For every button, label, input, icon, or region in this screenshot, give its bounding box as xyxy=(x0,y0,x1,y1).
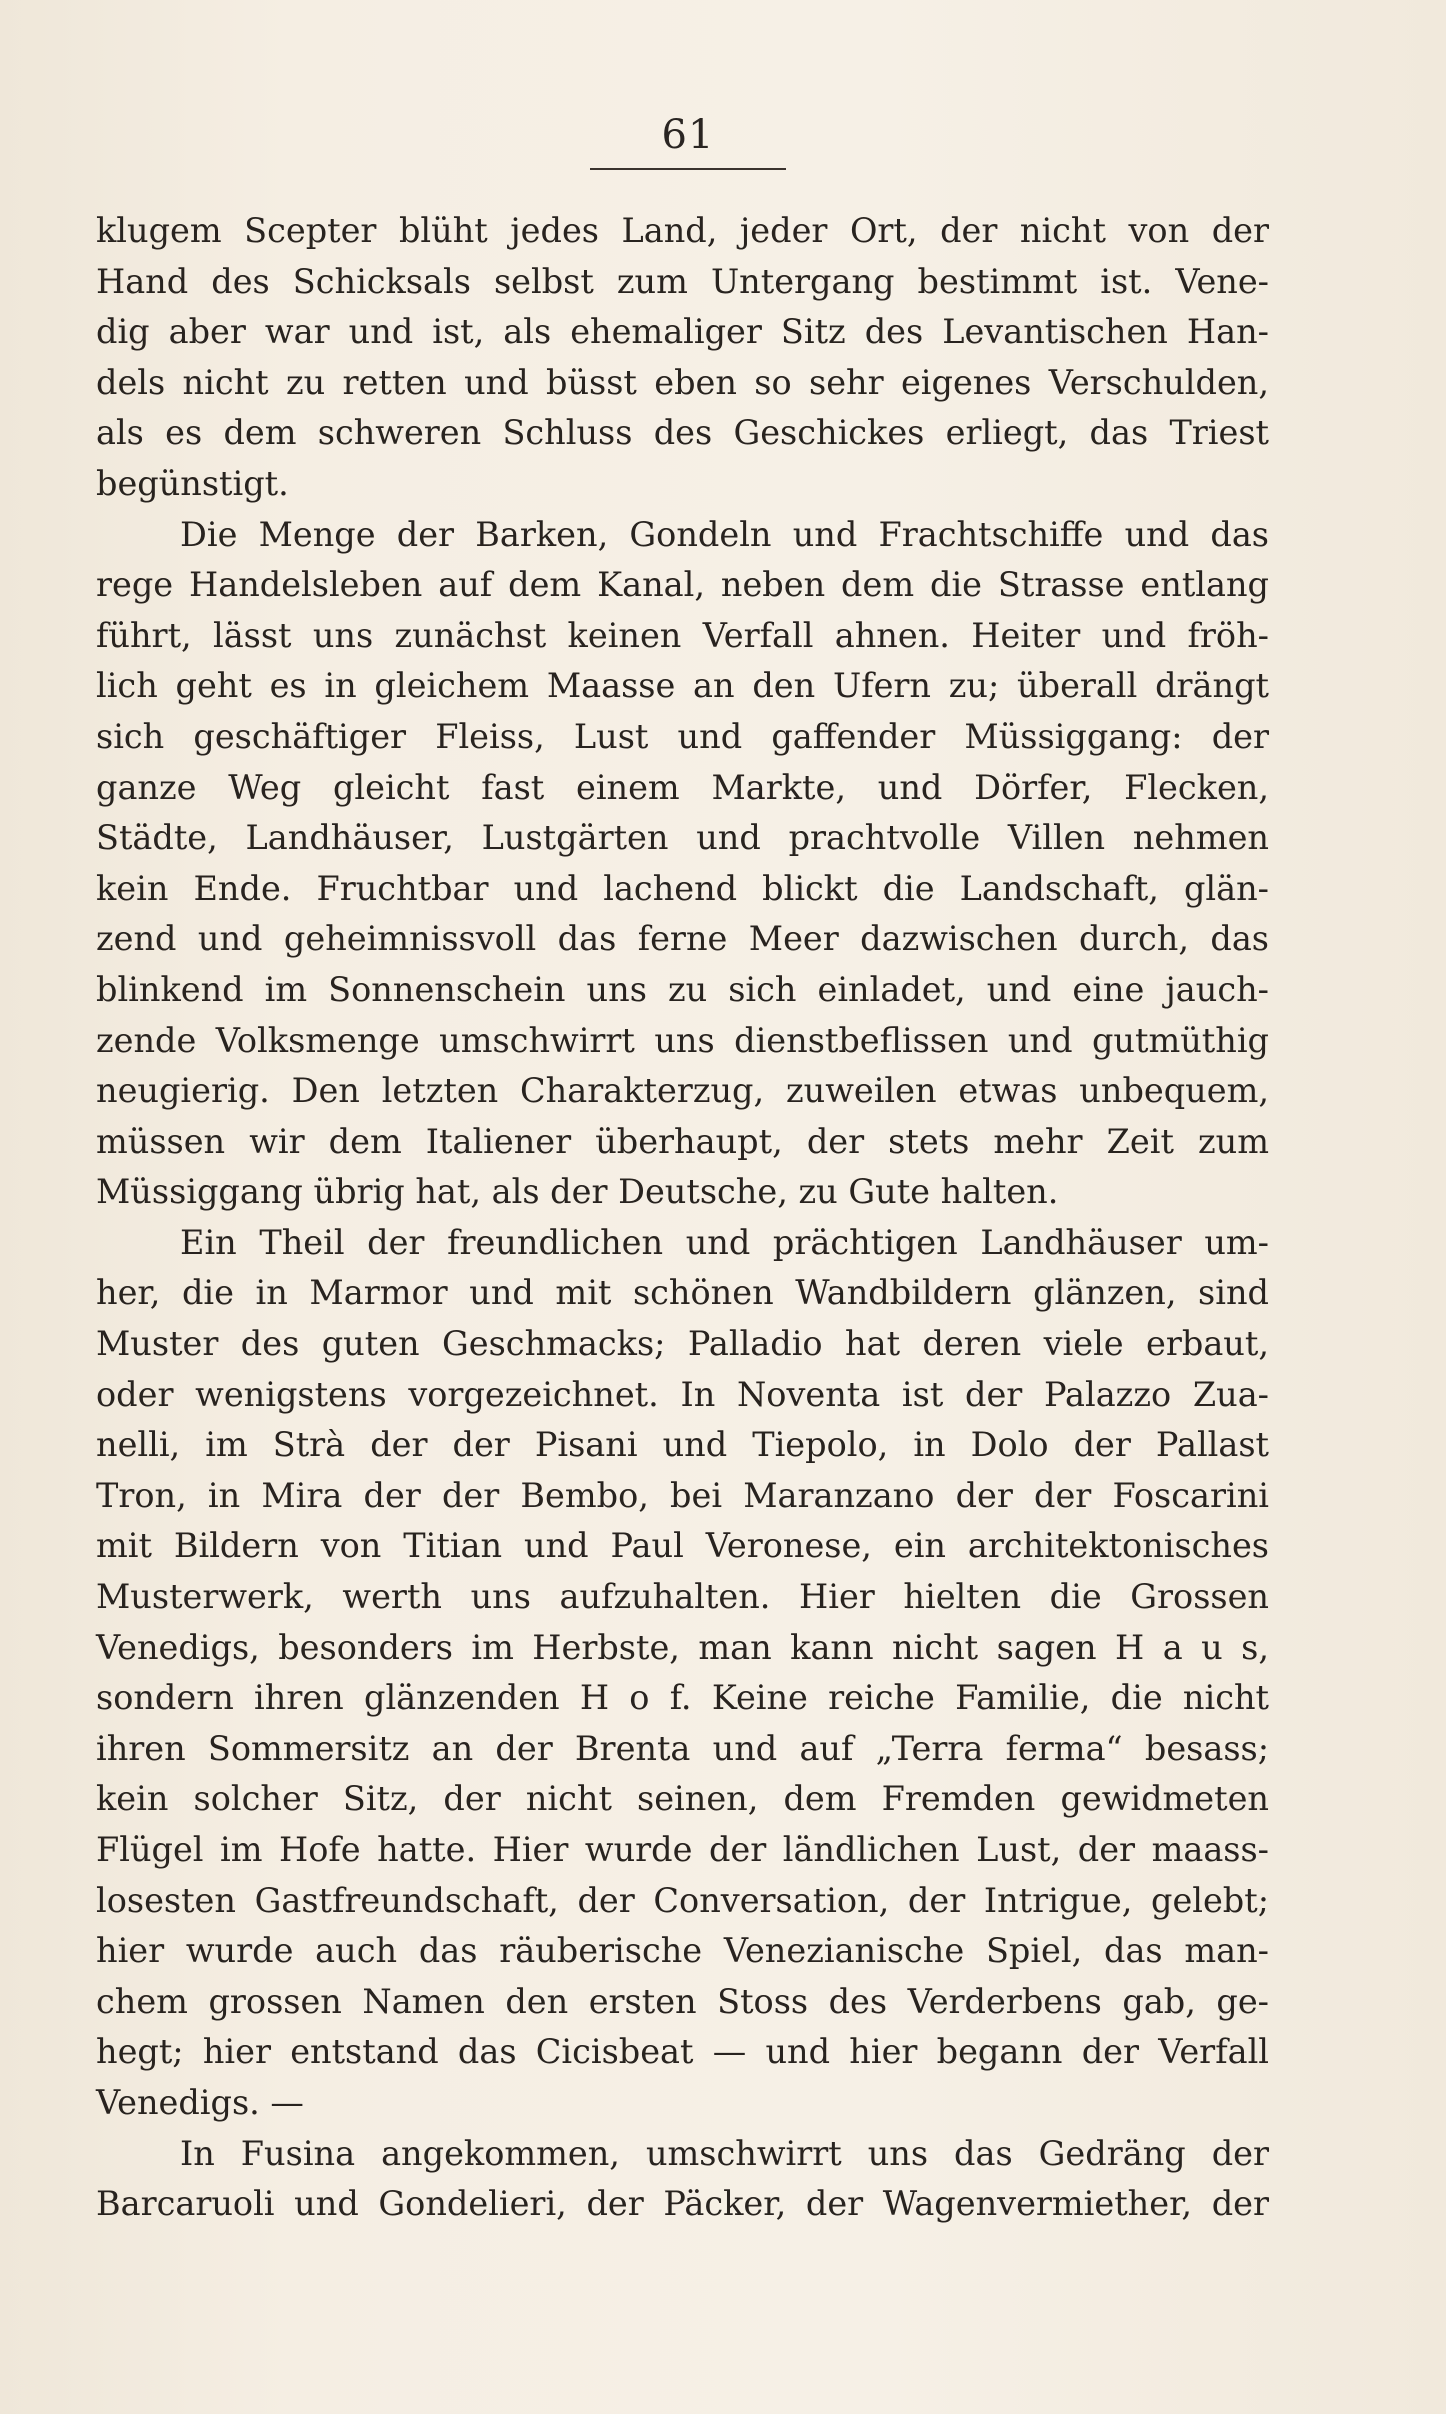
text-line: Ein Theil der freundlichen und prächtigen Landhäuser um- xyxy=(180,1222,1269,1262)
text-line: Musterwerk, werth uns aufzuhalten. Hier hielten die Grossen xyxy=(96,1577,1269,1617)
text-line: blinkend im Sonnenschein uns zu sich einladet, und eine jauch- xyxy=(96,969,1269,1009)
text-line: Die Menge der Barken, Gondeln und Frachtschiffe und das xyxy=(180,514,1269,554)
text-line: hegt; hier entstand das Cicisbeat — und hier begann der Verfall xyxy=(96,2032,1269,2072)
text-line: Venedigs. — xyxy=(96,2082,304,2122)
text-line: dig aber war und ist, als ehemaliger Sitz des Levantischen Han- xyxy=(96,312,1269,352)
text-line: dels nicht zu retten und büsst eben so sehr eigenes Verschulden, xyxy=(96,362,1269,402)
text-line: führt, lässt uns zunächst keinen Verfall ahnen. Heiter und fröh- xyxy=(96,615,1269,655)
text-line: Tron, in Mira der der Bembo, bei Maranzano der der Foscarini xyxy=(96,1475,1269,1515)
text-line: Müssiggang übrig hat, als der Deutsche, zu Gute halten. xyxy=(96,1172,1059,1212)
text-line: als es dem schweren Schluss des Geschickes erliegt, das Triest xyxy=(96,413,1269,453)
text-line: begünstigt. xyxy=(96,463,289,503)
text-line: Venedigs, besonders im Herbste, man kann nicht sagen H a u s, xyxy=(96,1627,1269,1667)
header-rule xyxy=(590,168,786,170)
text-line: nelli, im Strà der der Pisani und Tiepolo, in Dolo der Pallast xyxy=(96,1425,1269,1465)
text-line: Flügel im Hofe hatte. Hier wurde der ländlichen Lust, der maass- xyxy=(96,1830,1269,1869)
text-line: In Fusina angekommen, umschwirrt uns das Gedräng der xyxy=(180,2133,1269,2173)
text-line: chem grossen Namen den ersten Stoss des Verderbens gab, ge- xyxy=(96,1981,1269,2021)
text-line: ganze Weg gleicht fast einem Markte, und Dörfer, Flecken, xyxy=(96,767,1269,807)
text-line: kein solcher Sitz, der nicht seinen, dem Fremden gewidmeten xyxy=(96,1779,1269,1819)
page-number: 61 xyxy=(661,112,715,158)
text-line: Muster des guten Geschmacks; Palladio hat deren viele erbaut, xyxy=(96,1324,1269,1364)
text-line: ihren Sommersitz an der Brenta und auf „Terra ferma“ besass; xyxy=(96,1728,1269,1768)
text-line: klugem Scepter blüht jedes Land, jeder Ort, der nicht von der xyxy=(96,211,1269,250)
text-line: her, die in Marmor und mit schönen Wandbildern glänzen, sind xyxy=(96,1273,1269,1313)
text-line: sich geschäftiger Fleiss, Lust und gaffender Müssiggang: der xyxy=(96,716,1269,756)
text-line: mit Bildern von Titian und Paul Veronese, ein architektonisches xyxy=(96,1526,1269,1566)
body-text xyxy=(96,206,1269,2230)
text-line: neugierig. Den letzten Charakterzug, zuweilen etwas unbequem, xyxy=(96,1071,1269,1111)
text-line: müssen wir dem Italiener überhaupt, der stets mehr Zeit zum xyxy=(96,1121,1269,1161)
text-line: zende Volksmenge umschwirrt uns dienstbeflissen und gutmüthig xyxy=(96,1020,1269,1060)
text-line: Hand des Schicksals selbst zum Untergang bestimmt ist. Vene- xyxy=(96,261,1269,301)
text-line: sondern ihren glänzenden H o f. Keine reiche Familie, die nicht xyxy=(96,1678,1269,1718)
text-line: kein Ende. Fruchtbar und lachend blickt die Landschaft, glän- xyxy=(96,868,1269,908)
text-line: lich geht es in gleichem Maasse an den Ufern zu; überall drängt xyxy=(96,666,1269,706)
text-line: rege Handelsleben auf dem Kanal, neben dem die Strasse entlang xyxy=(96,565,1269,605)
text-line: hier wurde auch das räuberische Venezianische Spiel, das man- xyxy=(96,1931,1269,1971)
text-line: oder wenigstens vorgezeichnet. In Noventa ist der Palazzo Zua- xyxy=(96,1374,1269,1414)
text-line: losesten Gastfreundschaft, der Conversation, der Intrigue, gelebt; xyxy=(96,1880,1269,1920)
text-line: Barcaruoli und Gondelieri, der Päcker, der Wagenvermiether, der xyxy=(96,2184,1269,2224)
text-line: zend und geheimnissvoll das ferne Meer dazwischen durch, das xyxy=(96,919,1269,959)
text-line: Städte, Landhäuser, Lustgärten und prachtvolle Villen nehmen xyxy=(96,818,1269,858)
